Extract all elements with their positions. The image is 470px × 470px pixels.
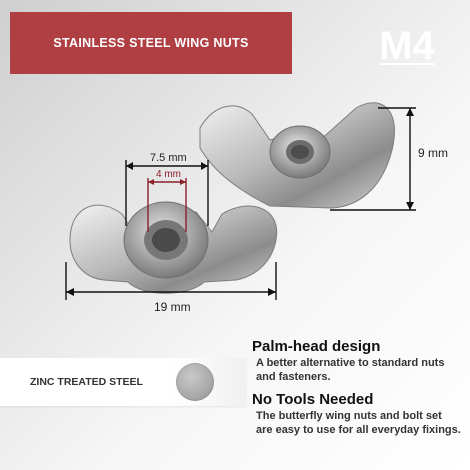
- feature-text-no-tools-line1: The butterfly wing nuts and bolt set: [256, 410, 442, 422]
- feature-text-palm-head-line1: A better alternative to standard nuts: [256, 357, 445, 369]
- label-outer-diameter: 7.5 mm: [150, 152, 187, 164]
- wing-nut-rear: [200, 103, 394, 208]
- material-label: ZINC TREATED STEEL: [30, 376, 143, 388]
- feature-title-palm-head: Palm-head design: [252, 338, 381, 355]
- feature-title-no-tools: No Tools Needed: [252, 391, 374, 408]
- wing-nut-front: [70, 202, 277, 293]
- product-title: STAINLESS STEEL WING NUTS: [53, 36, 249, 50]
- size-badge: M4: [379, 23, 435, 68]
- feature-text-palm-head-line2: and fasteners.: [256, 371, 331, 383]
- feature-text-no-tools-line2: are easy to use for all everyday fixings.: [256, 424, 461, 436]
- label-inner-diameter: 4 mm: [156, 169, 181, 180]
- zinc-texture-icon: [176, 363, 214, 401]
- label-width: 19 mm: [154, 300, 191, 314]
- label-height: 9 mm: [418, 146, 448, 160]
